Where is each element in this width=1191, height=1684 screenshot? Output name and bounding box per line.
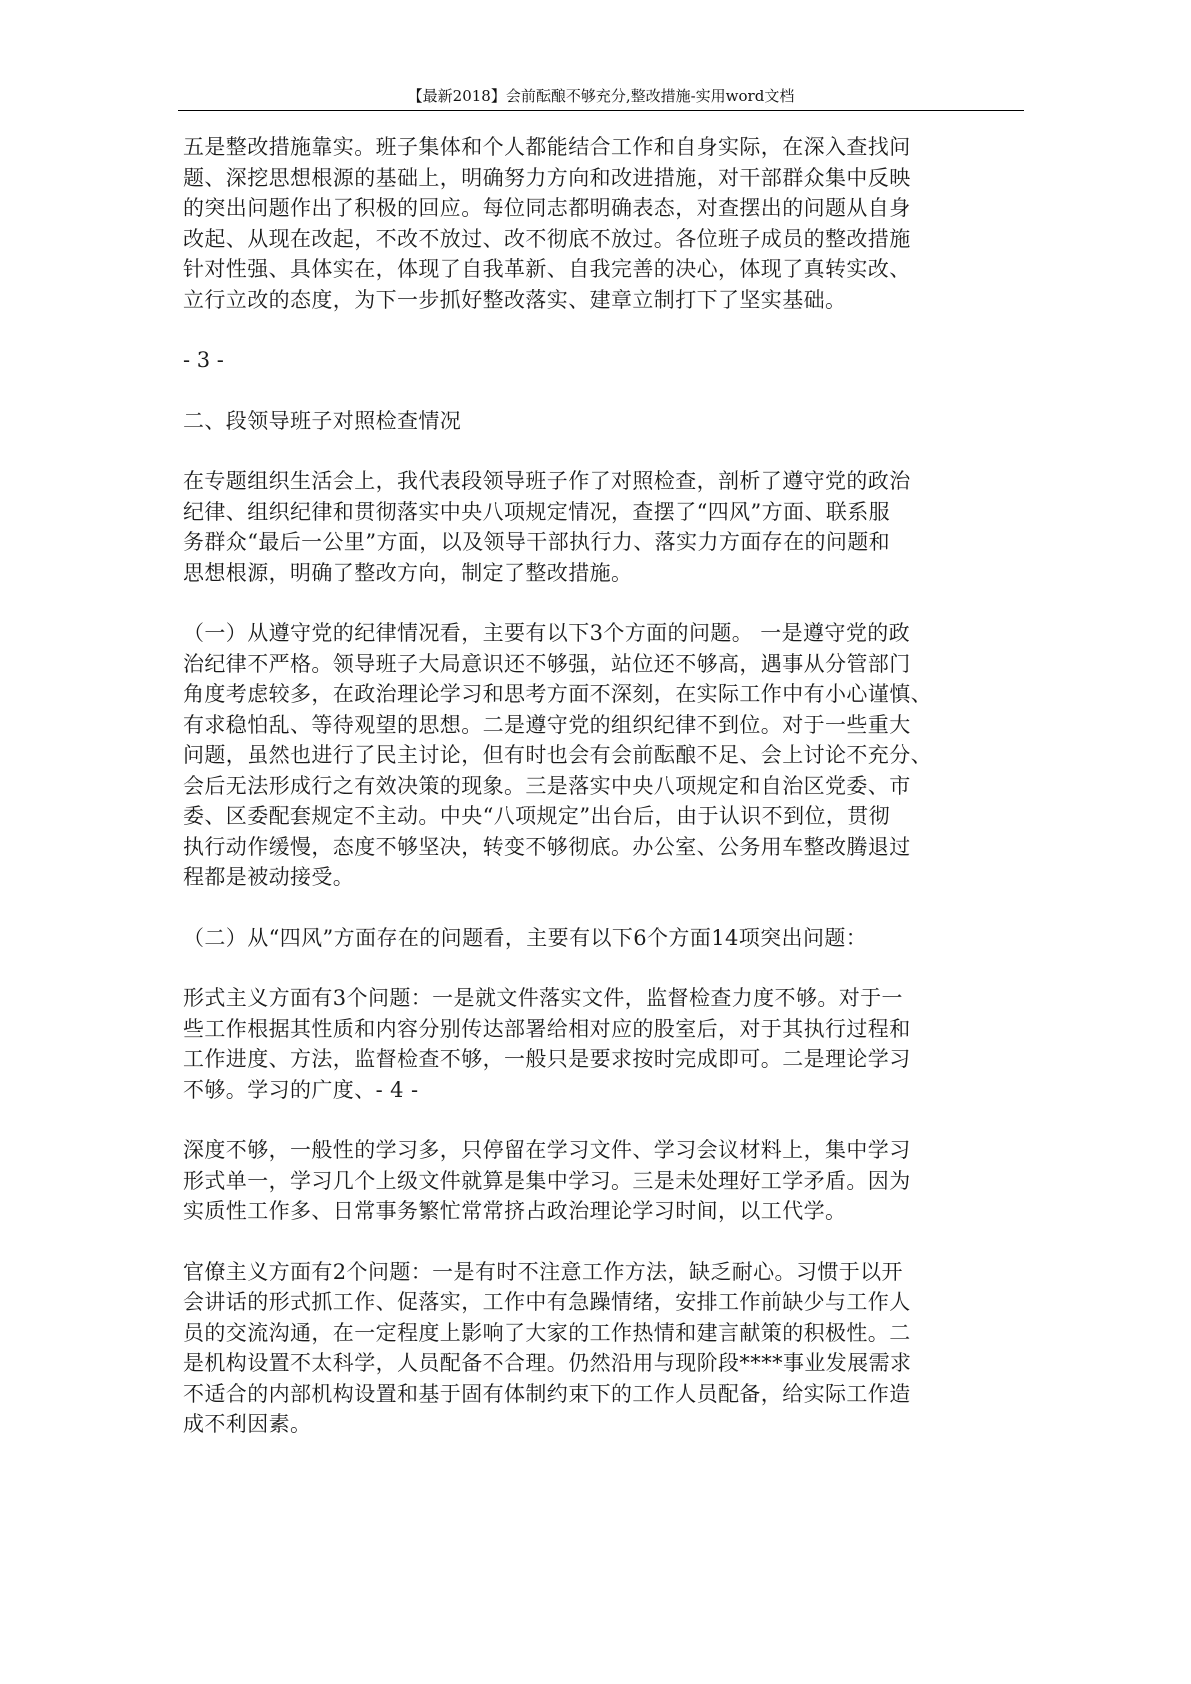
text-line: 程都是被动接受。: [183, 865, 355, 889]
paragraph-bureaucratism: [183, 1257, 1023, 1440]
text-line: 治纪律不严格。领导班子大局意识还不够强，站位还不够高，遇事从分管部门: [183, 651, 911, 676]
text-line: 员的交流沟通，在一定程度上影响了大家的工作热情和建言献策的积极性。二: [183, 1320, 911, 1345]
text-line: 有求稳怕乱、等待观望的思想。二是遵守党的组织纪律不到位。对于一些重大: [183, 712, 911, 737]
text-line: 实质性工作多、日常事务繁忙常常挤占政治理论学习时间，以工代学。: [183, 1199, 847, 1223]
text-line: 工作进度、方法，监督检查不够，一般只是要求按时完成即可。二是理论学习: [183, 1047, 911, 1071]
section-heading: [183, 406, 1023, 437]
text-line: 立行立改的态度，为下一步抓好整改落实、建章立制打下了坚实基础。: [183, 287, 847, 312]
text-line: 形式主义方面有3个问题：一是就文件落实文件，监督检查力度不够。对于一: [183, 986, 903, 1010]
text-line: 针对性强、具体实在，体现了自我革新、自我完善的决心，体现了真转实改、: [183, 257, 911, 281]
text-line: 的突出问题作出了积极的回应。每位同志都明确表态，对查摆出的问题从自身: [183, 196, 911, 220]
text-line: 纪律、组织纪律和贯彻落实中央八项规定情况，查摆了“四风”方面、联系服: [183, 499, 891, 524]
paragraph-party-discipline: [183, 618, 1023, 893]
text-line: （一）从遵守党的纪律情况看，主要有以下3个方面的问题。 一是遵守党的政: [183, 621, 911, 645]
section-heading-text: 二、段领导班子对照检查情况: [183, 408, 462, 433]
text-line: 深度不够，一般性的学习多，只停留在学习文件、学习会议材料上，集中学习: [183, 1138, 911, 1162]
paragraph-formalism: [183, 983, 1023, 1105]
text-line: 问题，虽然也进行了民主讨论，但有时也会有会前酝酿不足、会上讨论不充分、: [183, 743, 932, 767]
text-line: 思想根源，明确了整改方向，制定了整改措施。: [183, 560, 633, 585]
text-line: 委、区委配套规定不主动。中央“八项规定”出台后，由于认识不到位，贯彻: [183, 804, 891, 828]
text-line: 官僚主义方面有2个问题：一是有时不注意工作方法，缺乏耐心。习惯于以开: [183, 1259, 903, 1284]
paragraph-four-winds-intro: [183, 923, 1023, 954]
text-line: 在专题组织生活会上，我代表段领导班子作了对照检查，剖析了遵守党的政治: [183, 469, 911, 493]
text-line: 改起、从现在改起，不改不放过、改不彻底不放过。各位班子成员的整改措施: [183, 226, 911, 251]
paragraph-rectification-measures: [183, 132, 1023, 315]
document-body: [183, 132, 1023, 1470]
text-line: 务群众“最后一公里”方面，以及领导干部执行力、落实力方面存在的问题和: [183, 530, 891, 554]
text-line: 会讲话的形式抓工作、促落实，工作中有急躁情绪，安排工作前缺少与工作人: [183, 1290, 911, 1314]
text-line: 不够。学习的广度、- 4 -: [183, 1077, 419, 1102]
text-line: 些工作根据其性质和内容分别传达部署给相对应的股室后，对于其执行过程和: [183, 1016, 911, 1041]
paragraph-self-review: [183, 466, 1023, 588]
text-line: （二）从“四风”方面存在的问题看，主要有以下6个方面14项突出问题：: [183, 925, 868, 950]
text-line: 是机构设置不太科学，人员配备不合理。仍然沿用与现阶段****事业发展需求: [183, 1351, 912, 1375]
text-line: 执行动作缓慢，态度不够坚决，转变不够彻底。办公室、公务用车整改腾退过: [183, 834, 911, 859]
text-line: 会后无法形成行之有效决策的现象。三是落实中央八项规定和自治区党委、市: [183, 773, 911, 798]
text-line: 不适合的内部机构设置和基于固有体制约束下的工作人员配备，给实际工作造: [183, 1381, 911, 1406]
text-line: 题、深挖思想根源的基础上，明确努力方向和改进措施，对干部群众集中反映: [183, 165, 911, 190]
text-line: 成不利因素。: [183, 1412, 312, 1436]
text-line: 角度考虑较多，在政治理论学习和思考方面不深刻，在实际工作中有小心谨慎、: [183, 682, 932, 706]
text-line: 五是整改措施靠实。班子集体和个人都能结合工作和自身实际，在深入查找问: [183, 135, 911, 159]
page-number-marker: - 3 -: [183, 348, 224, 372]
text-line: 形式单一，学习几个上级文件就算是集中学习。三是未处理好工学矛盾。因为: [183, 1168, 911, 1193]
document-title: 【最新2018】会前酝酿不够充分,整改措施-实用word文档: [407, 87, 795, 105]
paragraph-formalism-continued: [183, 1135, 1023, 1227]
page-header: [178, 84, 1024, 111]
